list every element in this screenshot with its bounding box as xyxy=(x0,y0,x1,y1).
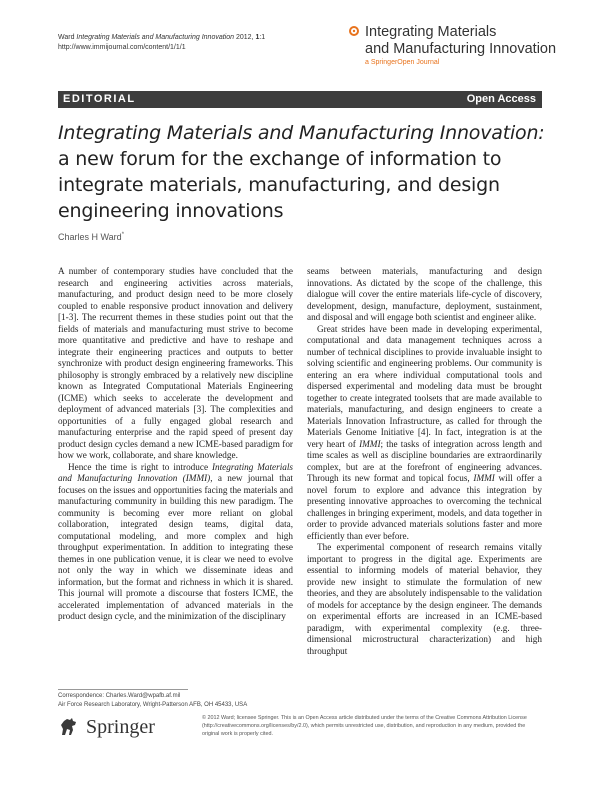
body-column-right xyxy=(307,266,542,702)
author-mark: * xyxy=(121,232,125,238)
correspondence-email[interactable]: Correspondence: Charles.Ward@wpafb.af.mil xyxy=(58,693,181,699)
article-type-label: EDITORIAL xyxy=(63,93,136,105)
open-access-label: Open Access xyxy=(466,93,536,105)
license-text: © 2012 Ward; licensee Springer. This is an Open Access article distributed under the terms of the Creative Commons Attribution License (http://creativecommons.org/licenses/by/2.0), which permits unrestricted use, distribution, and reproduction in any medium, provided the original work is properly cited. xyxy=(202,715,527,738)
author-affiliation: Air Force Research Laboratory, Wright-Patterson AFB, OH 45433, USA xyxy=(58,701,248,708)
journal-logo-line2: and Manufacturing Innovation xyxy=(365,41,557,57)
editorial-banner xyxy=(58,91,542,108)
author-line xyxy=(58,232,124,242)
author-name: Charles H Ward xyxy=(58,232,122,242)
journal-logo-icon xyxy=(349,26,359,36)
paragraph: A number of contemporary studies have concluded that the research and engineering activities across materials, manufacturing, and product design need to be more closely coupled to enable responsive product innovation and delivery [1-3]. The recurrent themes in these studies point out that the fields of materials and manufacturing must strive to become more quantitative and predictive and have to reshape and integrate their engineering practices and outputs to better synchronize with product design engineering frameworks. This philosophy is strongly embraced by a relatively new discipline known as Integrated Computational Materials Engineering (ICME) which seeks to accelerate the development and deployment of advanced materials [3]. The complexities and opportunities of a fully engaged global research and manufacturing enterprise and the rapid speed of present day product design cycles demand a new ICME-based paradigm for how we work, collaborate, and share knowledge. xyxy=(58,266,293,460)
paragraph: seams between materials, manufacturing and design innovations. As dictated by the scope of the challenge, this dialogue will cover the entire materials life-cycle of discovery, development, design, manufacture, deployment, sustainment, and disposal and will engage both scientist and engineer alike. xyxy=(307,266,542,322)
article-url[interactable]: http://www.immijournal.com/content/1/1/1 xyxy=(58,44,186,51)
article-title-italic: Integrating Materials and Manufacturing Innovation: xyxy=(58,122,545,144)
springer-horse-icon xyxy=(58,716,80,738)
article-title xyxy=(58,120,548,224)
correspondence-footnote xyxy=(58,689,293,709)
paragraph: The experimental component of research remains vitally important to progress in the digital age. Experiments are essential to informing models of material behavior, they provide new insight to stimulate the formulation of new theories, and they are absolutely indispensable to the validation of models for acceptance by the design engineer. The demands on experimental efforts are increased in an ICME-based paradigm, with experimental complexity (e.g. three-dimensional microstructural characterization) and high throughput xyxy=(307,542,542,656)
citation-line: Ward Integrating Materials and Manufacturing Innovation 2012, 1:1 xyxy=(58,34,266,41)
footnote-rule xyxy=(58,689,188,690)
springer-wordmark: Springer xyxy=(86,716,155,738)
citation-header xyxy=(58,33,265,53)
journal-logo-line1: Integrating Materials xyxy=(365,24,497,40)
paragraph: Great strides have been made in developing experimental, computational and data management techniques across a number of technical disciplines to provide invaluable insight to solving scientific and engineering problems. Our community is entering an era where individual computational tools and dispersed experimental and modeling data must be brought together to create integrated toolsets that are made available to materials, manufacturing, and design engineers to create a Materials Innovation Infrastructure, as called for through the Materials Genome Initiative [4]. In fact, integration is at the very heart of IMMI; the tasks of integration across length and time scales as well as discipline boundaries are extraordinarily complex, but are at the forefront of engineering advances. Through its new format and topical focus, IMMI will offer a novel forum to explore and advance this integration by presenting innovative approaches to overcoming the technical challenges in bringing experiment, models, and data together in order to provide advanced materials solutions faster and more efficiently than ever before. xyxy=(307,323,543,541)
journal-logo-subtitle: a SpringerOpen Journal xyxy=(365,59,440,66)
paragraph: Hence the time is right to introduce Integrating Materials and Manufacturing Innovation (IMMI), a new journal that focuses on the issues and opportunities facing the materials and manufacturing community in building this new paradigm. The community is becoming ever more reliant on global collaboration, integrated design teams, digital data, computational modeling, and more complex and high throughput experimentation. In addition to integrating these themes in one publication venue, it is clear we need to evolve not only the way in which we disseminate ideas and information, but the format and richness in which it is shared. This journal will promote a discourse that fosters ICME, the accelerated implementation of advanced materials in the product design cycle, and the minimization of the disciplinary xyxy=(58,461,293,621)
body-column-left xyxy=(58,266,293,686)
journal-logo xyxy=(349,24,556,66)
article-title-rest: a new forum for the exchange of information to integrate materials, manufacturing, and design engineering innovations xyxy=(58,148,502,222)
